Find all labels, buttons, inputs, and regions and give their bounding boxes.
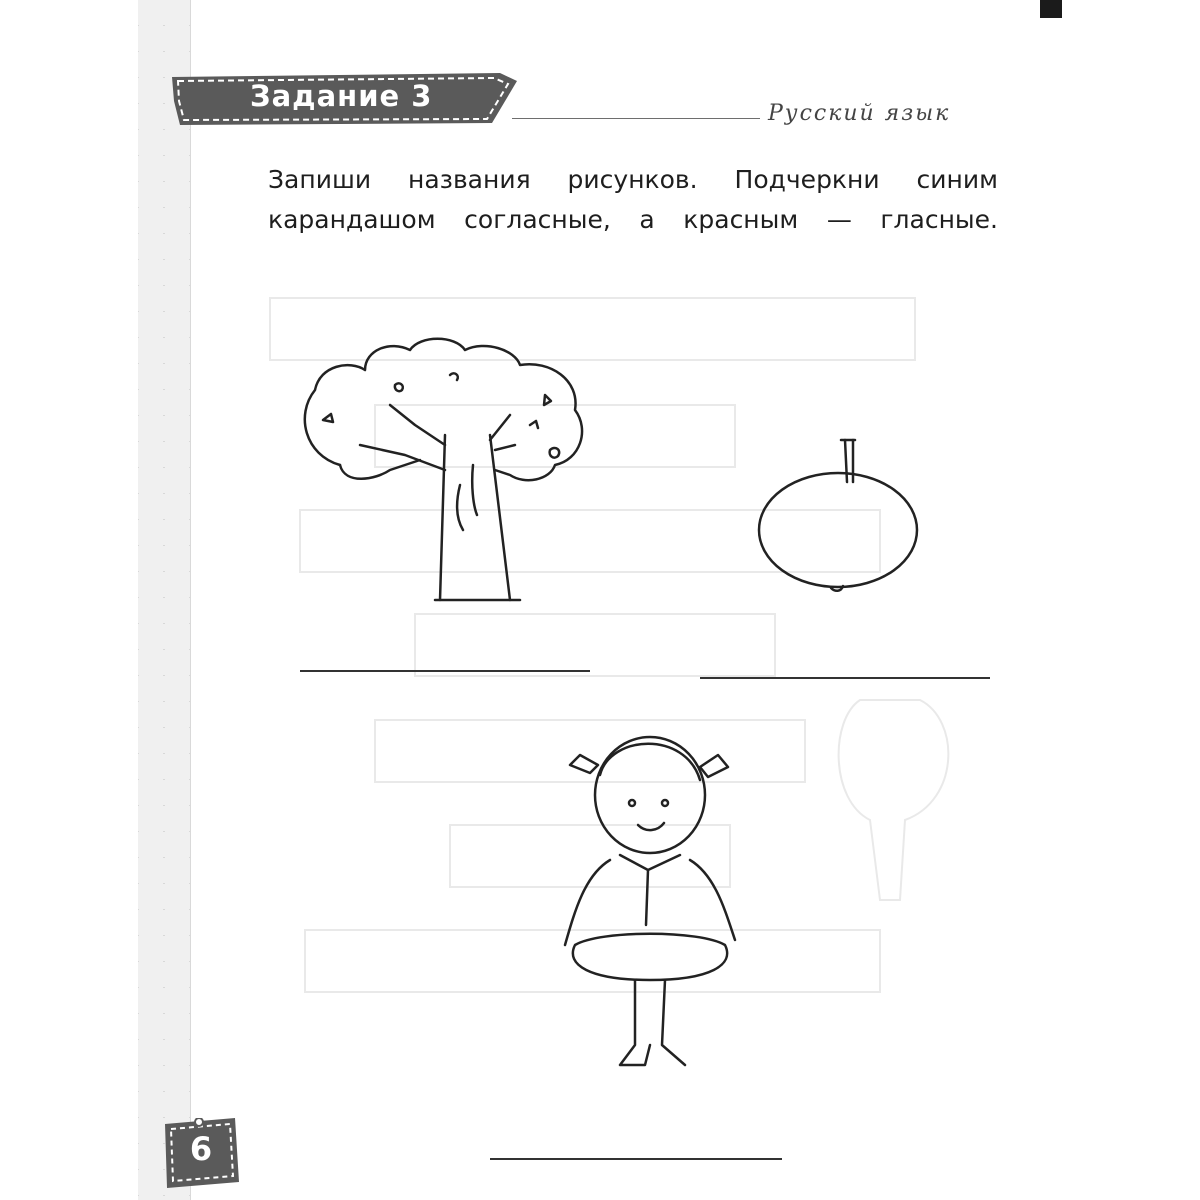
page-number: 6 — [189, 1130, 213, 1168]
task-banner — [172, 73, 517, 125]
apple-icon — [755, 430, 925, 600]
instruction-line-1: Запиши названия рисунков. Подчеркни синим — [268, 165, 998, 194]
header-rule — [512, 118, 760, 119]
grid-margin — [138, 0, 191, 1200]
answer-line-tree[interactable] — [300, 670, 590, 672]
subject-title: Русский язык — [768, 101, 951, 126]
book-spine — [1040, 0, 1062, 18]
task-instruction — [268, 160, 998, 240]
page-number-badge — [163, 1118, 239, 1188]
answer-line-girl[interactable] — [490, 1158, 782, 1160]
girl-icon — [550, 725, 750, 1075]
instruction-line-2: карандашом согласные, а красным — гласные. — [268, 205, 998, 234]
answer-line-apple[interactable] — [700, 677, 990, 679]
tree-icon — [295, 335, 595, 605]
task-title: Задание 3 — [250, 79, 433, 113]
